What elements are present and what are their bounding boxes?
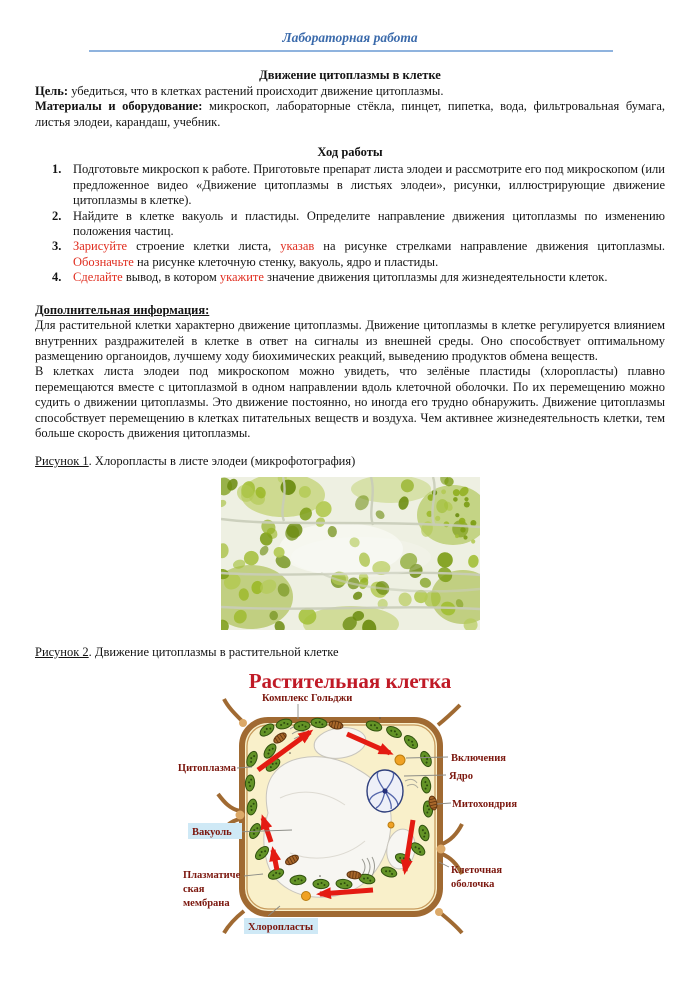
action-word: указав	[280, 239, 315, 254]
figure1-caption	[35, 454, 665, 469]
procedure-step-2	[35, 209, 665, 240]
step-text	[73, 270, 665, 285]
svg-text:Плазматиче: Плазматиче	[183, 870, 241, 882]
document-content	[35, 68, 665, 948]
svg-text:Клеточная: Клеточная	[451, 865, 503, 877]
figure1-image	[221, 477, 480, 630]
procedure-title: Ход работы	[317, 145, 383, 160]
step-number: 4.	[52, 270, 62, 285]
additional-info-heading: Дополнительная информация:	[35, 302, 210, 317]
svg-text:ская: ская	[183, 884, 205, 896]
label-cellwall	[451, 865, 502, 890]
step-number: 3.	[52, 239, 62, 254]
procedure-list	[35, 162, 665, 285]
svg-text:Хлоропласты: Хлоропласты	[248, 922, 314, 934]
step-text: Подготовьте микроскоп к работе. Приготовьте препарат листа элодеи и рассмотрите его под микроскопом (или предложенное видео «Движение цитоплазмы в листьях элодеи», рисунки, иллюстрирующие движение цитоплазмы в клетке).	[73, 162, 665, 208]
page-header-title: Лабораторная работа	[282, 30, 418, 45]
svg-text:Вакуоль: Вакуоль	[192, 827, 232, 839]
label-vacuole	[188, 823, 242, 839]
procedure-step-1	[35, 162, 665, 208]
fig1-haze	[291, 537, 431, 577]
info-paragraph-1: Для растительной клетки характерно движение цитоплазмы. Движение цитоплазмы в клетке регулируется влиянием внутренних раздражителей в клетке в ответ на сигналы из внешней среды. Оно способствует оптимальному размещению органоидов, лучшему ходу биохимических реакций, выведению продуктов обмена веществ.	[35, 318, 665, 363]
step-text	[73, 239, 665, 270]
svg-text:оболочка: оболочка	[451, 879, 495, 891]
svg-text:мембрана: мембрана	[183, 898, 230, 910]
figure2-caption-text: . Движение цитоплазмы в растительной клетке	[88, 644, 339, 659]
step-text-segment: вывод, в котором	[122, 270, 220, 285]
label-mitochondria: Митохондрия	[452, 799, 517, 811]
figure2-diagram	[140, 663, 570, 945]
step-text-segment: на рисунке стрелками направление движения цитоплазмы.	[314, 239, 666, 254]
label-membrane	[183, 870, 241, 909]
goal-label: Цель:	[35, 83, 69, 98]
header-rule	[89, 50, 613, 52]
nucleus-shape	[367, 770, 403, 812]
procedure-step-4	[35, 270, 665, 285]
figure2-caption	[35, 645, 665, 660]
label-inclusions: Включения	[451, 753, 506, 765]
info-paragraph-2: В клетках листа элодеи под микроскопом можно увидеть, что зелёные пластиды (хлоропласты) плавно перемещаются вместе с цитоплазмой в одном направлении вдоль клеточной оболочки. По их перемещению можно судить о движении цитоплазмы. Это движение постоянно, но иногда его трудно обнаружить. Движение цитоплазмы способствует перемещению в клетках питательных веществ и воздуха. Чем активнее жизнедеятельность клетки, тем больше скорость движения цитоплазмы.	[35, 364, 665, 440]
figure1-caption-text: . Хлоропласты в листе элодеи (микрофотография)	[88, 454, 356, 469]
label-chloroplasts	[244, 918, 318, 934]
materials-label: Материалы и оборудование:	[35, 99, 203, 114]
step-text: Найдите в клетке вакуоль и пластиды. Определите направление движения цитоплазмы по изменению положения частиц.	[73, 208, 665, 239]
goal-text: убедиться, что в клетках растений происходит движение цитоплазмы.	[68, 83, 444, 98]
label-nucleus: Ядро	[449, 771, 473, 783]
action-word: Зарисуйте	[73, 239, 128, 254]
materials-paragraph	[35, 99, 665, 130]
procedure-step-3	[35, 239, 665, 270]
doc-title: Движение цитоплазмы в клетке	[259, 68, 441, 83]
action-word: Сделайте	[73, 270, 123, 285]
label-cytoplasm: Цитоплазма	[177, 763, 236, 775]
step-number: 1.	[52, 162, 62, 177]
goal-paragraph	[35, 84, 665, 99]
figure2-link: Рисунок 2	[35, 644, 89, 659]
action-word: Обозначьте	[73, 254, 134, 269]
figure1-link: Рисунок 1	[35, 454, 89, 469]
label-golgi: Комплекс Гольджи	[262, 693, 353, 705]
step-text-segment: строение клетки листа,	[127, 239, 281, 254]
materials-text: микроскоп, лабораторные стёкла, пинцет, пипетка, вода, фильтровальная бумага, листья элодеи, карандаш, учебник.	[35, 99, 665, 129]
figure2-block	[35, 663, 665, 948]
step-number: 2.	[52, 208, 62, 223]
action-word: укажите	[219, 270, 264, 285]
step-text-segment: на рисунке клеточную стенку, вакуоль, ядро и пластиды.	[133, 254, 439, 269]
figure2-title: Растительная клетка	[248, 669, 452, 694]
step-text-segment: значение движения цитоплазмы для жизнедеятельности клеток.	[263, 270, 608, 285]
